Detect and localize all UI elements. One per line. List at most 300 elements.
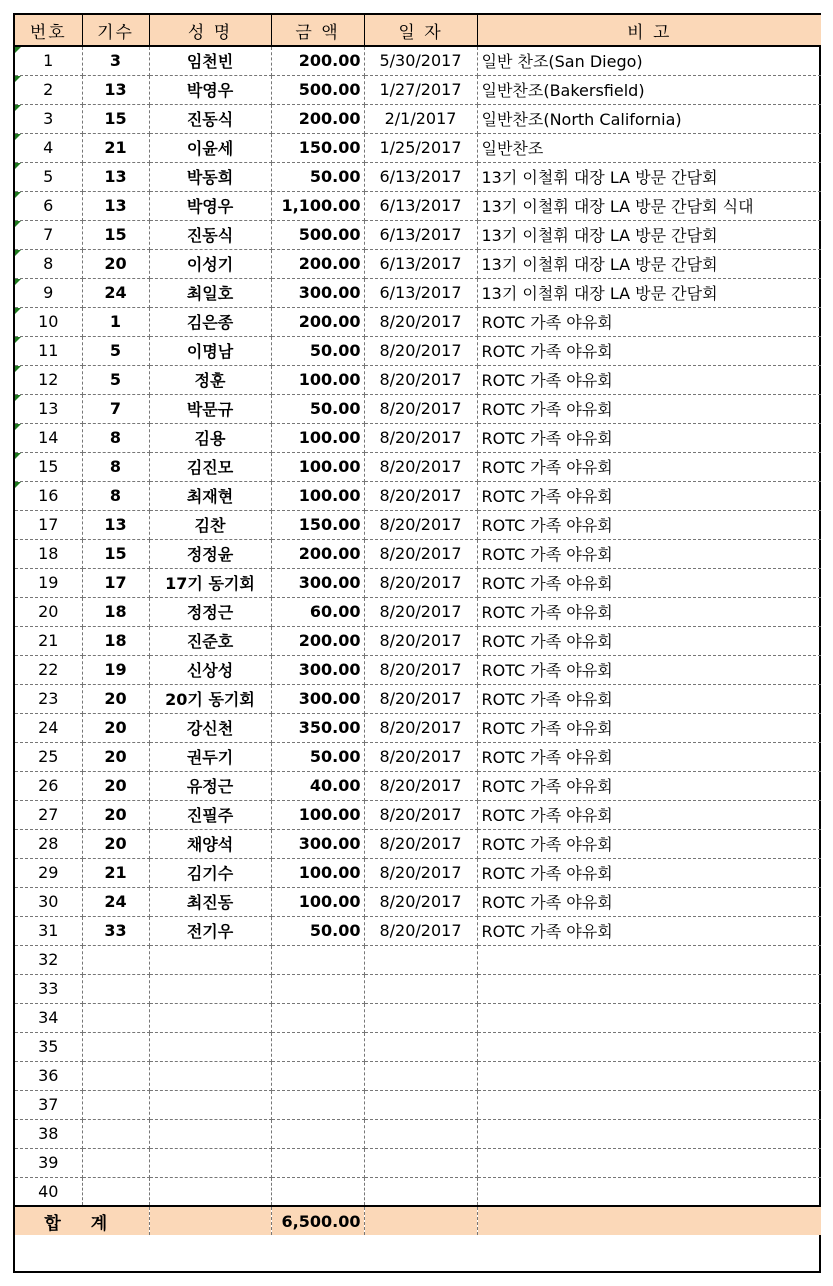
cell-name[interactable]	[149, 336, 271, 365]
cell-note-text: ROTC 가족 야유회	[481, 574, 613, 593]
cell-date[interactable]	[364, 1003, 477, 1032]
cell-amount[interactable]	[271, 1032, 364, 1061]
header-generation[interactable]: 기수	[82, 15, 149, 46]
cell-amount[interactable]	[271, 365, 364, 394]
cell-amount[interactable]	[271, 945, 364, 974]
cell-generation[interactable]	[82, 626, 149, 655]
cell-date[interactable]	[364, 452, 477, 481]
cell-generation[interactable]	[82, 423, 149, 452]
cell-note[interactable]	[477, 1119, 821, 1148]
cell-no[interactable]	[15, 655, 82, 684]
cell-no[interactable]	[15, 858, 82, 887]
cell-amount[interactable]	[271, 452, 364, 481]
cell-generation-text: 13	[104, 196, 127, 215]
cell-no[interactable]	[15, 626, 82, 655]
cell-date[interactable]	[364, 220, 477, 249]
cell-note[interactable]	[477, 539, 821, 568]
cell-name[interactable]	[149, 133, 271, 162]
cell-generation[interactable]	[82, 1119, 149, 1148]
cell-name[interactable]	[149, 626, 271, 655]
cell-generation[interactable]	[82, 1177, 149, 1206]
cell-note[interactable]	[477, 568, 821, 597]
cell-no[interactable]	[15, 597, 82, 626]
cell-no[interactable]	[15, 945, 82, 974]
cell-name[interactable]	[149, 278, 271, 307]
cell-no[interactable]	[15, 1119, 82, 1148]
cell-date[interactable]	[364, 742, 477, 771]
cell-generation-text: 15	[104, 225, 127, 244]
cell-no[interactable]	[15, 452, 82, 481]
cell-no-text: 34	[38, 1008, 59, 1027]
cell-generation[interactable]	[82, 974, 149, 1003]
cell-amount[interactable]	[271, 510, 364, 539]
header-amount[interactable]: 금 액	[271, 15, 364, 46]
cell-name-text: 전기우	[186, 922, 234, 941]
cell-name[interactable]	[149, 858, 271, 887]
cell-generation[interactable]	[82, 191, 149, 220]
cell-amount[interactable]	[271, 1177, 364, 1206]
cell-name[interactable]	[149, 162, 271, 191]
cell-amount[interactable]	[271, 916, 364, 945]
cell-note-text: ROTC 가족 야유회	[481, 632, 613, 651]
cell-name[interactable]	[149, 945, 271, 974]
cell-generation[interactable]	[82, 916, 149, 945]
cell-amount[interactable]	[271, 46, 364, 75]
cell-date[interactable]	[364, 568, 477, 597]
table-row	[15, 336, 821, 365]
cell-note[interactable]	[477, 887, 821, 916]
cell-generation[interactable]	[82, 713, 149, 742]
cell-date[interactable]	[364, 278, 477, 307]
cell-note[interactable]	[477, 220, 821, 249]
cell-generation[interactable]	[82, 307, 149, 336]
cell-no[interactable]	[15, 713, 82, 742]
cell-name[interactable]	[149, 365, 271, 394]
cell-note[interactable]	[477, 974, 821, 1003]
cell-amount-text: 50.00	[309, 399, 361, 418]
cell-comment-marker-icon	[15, 250, 21, 256]
cell-generation[interactable]	[82, 452, 149, 481]
cell-amount[interactable]	[271, 481, 364, 510]
cell-no[interactable]	[15, 278, 82, 307]
cell-note[interactable]	[477, 1061, 821, 1090]
cell-amount[interactable]	[271, 539, 364, 568]
cell-no-text: 5	[43, 167, 54, 186]
cell-note[interactable]	[477, 162, 821, 191]
cell-name[interactable]	[149, 394, 271, 423]
cell-generation[interactable]	[82, 278, 149, 307]
cell-generation[interactable]	[82, 162, 149, 191]
header-name[interactable]: 성 명	[149, 15, 271, 46]
cell-amount[interactable]	[271, 974, 364, 1003]
cell-generation[interactable]	[82, 394, 149, 423]
cell-generation[interactable]	[82, 539, 149, 568]
cell-note[interactable]	[477, 394, 821, 423]
cell-date-text: 8/20/2017	[379, 370, 462, 389]
cell-no-text: 19	[38, 573, 59, 592]
cell-name[interactable]	[149, 568, 271, 597]
cell-date[interactable]	[364, 829, 477, 858]
cell-name[interactable]	[149, 1177, 271, 1206]
cell-amount-text: 150.00	[298, 515, 361, 534]
cell-generation[interactable]	[82, 365, 149, 394]
cell-date[interactable]	[364, 365, 477, 394]
cell-amount[interactable]	[271, 1090, 364, 1119]
cell-generation[interactable]	[82, 655, 149, 684]
cell-date[interactable]	[364, 539, 477, 568]
cell-amount[interactable]	[271, 887, 364, 916]
cell-name[interactable]	[149, 307, 271, 336]
cell-date[interactable]	[364, 104, 477, 133]
cell-date[interactable]	[364, 510, 477, 539]
cell-generation[interactable]	[82, 1032, 149, 1061]
cell-date[interactable]	[364, 771, 477, 800]
cell-name[interactable]	[149, 75, 271, 104]
cell-name-text: 권두기	[186, 748, 234, 767]
cell-date[interactable]	[364, 307, 477, 336]
cell-name[interactable]	[149, 249, 271, 278]
cell-date[interactable]	[364, 394, 477, 423]
cell-name[interactable]	[149, 771, 271, 800]
cell-note[interactable]	[477, 336, 821, 365]
cell-note[interactable]	[477, 249, 821, 278]
cell-generation[interactable]	[82, 133, 149, 162]
cell-name[interactable]	[149, 1061, 271, 1090]
cell-no[interactable]	[15, 684, 82, 713]
cell-amount[interactable]	[271, 597, 364, 626]
cell-name[interactable]	[149, 829, 271, 858]
cell-amount[interactable]	[271, 655, 364, 684]
cell-date[interactable]	[364, 713, 477, 742]
cell-generation-text: 18	[104, 602, 127, 621]
cell-no[interactable]	[15, 510, 82, 539]
cell-name-text: 박영우	[186, 81, 234, 100]
cell-generation[interactable]	[82, 336, 149, 365]
cell-no[interactable]	[15, 539, 82, 568]
cell-date[interactable]	[364, 1148, 477, 1177]
cell-generation[interactable]	[82, 800, 149, 829]
cell-amount[interactable]	[271, 771, 364, 800]
cell-generation[interactable]	[82, 510, 149, 539]
cell-note[interactable]	[477, 684, 821, 713]
cell-no[interactable]	[15, 336, 82, 365]
cell-note[interactable]	[477, 133, 821, 162]
cell-no-text: 14	[38, 428, 59, 447]
cell-note[interactable]	[477, 1148, 821, 1177]
cell-amount[interactable]	[271, 742, 364, 771]
cell-amount-text: 200.00	[298, 631, 361, 650]
cell-date[interactable]	[364, 858, 477, 887]
cell-generation[interactable]	[82, 481, 149, 510]
cell-amount[interactable]	[271, 133, 364, 162]
cell-date[interactable]	[364, 75, 477, 104]
cell-name[interactable]	[149, 191, 271, 220]
cell-note[interactable]	[477, 75, 821, 104]
cell-name[interactable]	[149, 1032, 271, 1061]
table-row	[15, 945, 821, 974]
cell-date-text: 8/20/2017	[379, 660, 462, 679]
cell-no[interactable]	[15, 1003, 82, 1032]
cell-note[interactable]	[477, 104, 821, 133]
cell-name[interactable]	[149, 539, 271, 568]
cell-date[interactable]	[364, 655, 477, 684]
cell-note[interactable]	[477, 713, 821, 742]
cell-amount[interactable]	[271, 1119, 364, 1148]
cell-no[interactable]	[15, 394, 82, 423]
total-row	[15, 1206, 821, 1235]
cell-date-text: 2/1/2017	[384, 109, 457, 128]
cell-note[interactable]	[477, 191, 821, 220]
cell-generation[interactable]	[82, 597, 149, 626]
cell-generation[interactable]	[82, 46, 149, 75]
cell-note[interactable]	[477, 800, 821, 829]
cell-amount-text: 100.00	[298, 486, 361, 505]
cell-name[interactable]	[149, 1148, 271, 1177]
cell-no[interactable]	[15, 771, 82, 800]
cell-amount[interactable]	[271, 1003, 364, 1032]
cell-date[interactable]	[364, 684, 477, 713]
cell-note[interactable]	[477, 742, 821, 771]
cell-amount[interactable]	[271, 220, 364, 249]
cell-no[interactable]	[15, 1032, 82, 1061]
cell-amount[interactable]	[271, 568, 364, 597]
cell-no-text: 17	[38, 515, 59, 534]
cell-date[interactable]	[364, 1032, 477, 1061]
cell-name[interactable]	[149, 481, 271, 510]
cell-name[interactable]	[149, 800, 271, 829]
cell-amount[interactable]	[271, 307, 364, 336]
cell-note[interactable]	[477, 597, 821, 626]
cell-no[interactable]	[15, 1177, 82, 1206]
cell-no[interactable]	[15, 568, 82, 597]
cell-generation[interactable]	[82, 220, 149, 249]
cell-no[interactable]	[15, 191, 82, 220]
cell-date[interactable]	[364, 626, 477, 655]
cell-date[interactable]	[364, 1061, 477, 1090]
cell-generation[interactable]	[82, 1003, 149, 1032]
cell-no[interactable]	[15, 307, 82, 336]
cell-note[interactable]	[477, 771, 821, 800]
cell-name[interactable]	[149, 104, 271, 133]
cell-date-text: 6/13/2017	[379, 196, 462, 215]
cell-amount[interactable]	[271, 278, 364, 307]
cell-name[interactable]	[149, 597, 271, 626]
cell-generation[interactable]	[82, 829, 149, 858]
cell-no-text: 15	[38, 457, 59, 476]
total-empty-cell[interactable]	[477, 1206, 821, 1235]
total-empty-cell[interactable]	[149, 1206, 271, 1235]
total-label[interactable]: 합 계	[15, 1206, 149, 1235]
cell-generation-text: 20	[104, 776, 127, 795]
cell-amount[interactable]	[271, 104, 364, 133]
cell-generation[interactable]	[82, 945, 149, 974]
cell-name[interactable]	[149, 684, 271, 713]
cell-note[interactable]	[477, 510, 821, 539]
cell-no[interactable]	[15, 365, 82, 394]
cell-comment-marker-icon	[15, 47, 21, 53]
cell-no[interactable]	[15, 104, 82, 133]
cell-no[interactable]	[15, 249, 82, 278]
cell-no[interactable]	[15, 220, 82, 249]
cell-date[interactable]	[364, 1090, 477, 1119]
cell-date-text: 1/27/2017	[379, 80, 462, 99]
cell-note[interactable]	[477, 626, 821, 655]
cell-name[interactable]	[149, 1090, 271, 1119]
cell-no[interactable]	[15, 800, 82, 829]
cell-no[interactable]	[15, 133, 82, 162]
cell-date[interactable]	[364, 162, 477, 191]
cell-date[interactable]	[364, 916, 477, 945]
cell-amount[interactable]	[271, 1061, 364, 1090]
cell-note[interactable]	[477, 423, 821, 452]
cell-name[interactable]	[149, 1119, 271, 1148]
cell-date[interactable]	[364, 423, 477, 452]
cell-amount-text: 350.00	[298, 718, 361, 737]
cell-no[interactable]	[15, 46, 82, 75]
cell-note[interactable]	[477, 1003, 821, 1032]
cell-amount[interactable]	[271, 394, 364, 423]
cell-date[interactable]	[364, 1119, 477, 1148]
cell-date[interactable]	[364, 887, 477, 916]
cell-amount[interactable]	[271, 713, 364, 742]
cell-note[interactable]	[477, 452, 821, 481]
cell-no[interactable]	[15, 481, 82, 510]
cell-date[interactable]	[364, 1177, 477, 1206]
cell-note[interactable]	[477, 1032, 821, 1061]
header-date[interactable]: 일 자	[364, 15, 477, 46]
header-note[interactable]: 비 고	[477, 15, 821, 46]
cell-amount-text: 100.00	[298, 892, 361, 911]
total-amount[interactable]: 6,500.00	[271, 1206, 364, 1235]
cell-no[interactable]	[15, 742, 82, 771]
cell-name[interactable]	[149, 887, 271, 916]
cell-date[interactable]	[364, 191, 477, 220]
cell-no[interactable]	[15, 162, 82, 191]
cell-no[interactable]	[15, 75, 82, 104]
cell-name[interactable]	[149, 510, 271, 539]
cell-note[interactable]	[477, 829, 821, 858]
cell-generation[interactable]	[82, 771, 149, 800]
cell-no[interactable]	[15, 887, 82, 916]
cell-note[interactable]	[477, 916, 821, 945]
cell-no-text: 2	[43, 80, 54, 99]
cell-amount[interactable]	[271, 829, 364, 858]
cell-name[interactable]	[149, 742, 271, 771]
cell-date[interactable]	[364, 597, 477, 626]
cell-note[interactable]	[477, 307, 821, 336]
cell-date[interactable]	[364, 46, 477, 75]
header-no[interactable]: 번호	[15, 15, 82, 46]
cell-amount[interactable]	[271, 423, 364, 452]
cell-no[interactable]	[15, 829, 82, 858]
total-empty-cell[interactable]	[364, 1206, 477, 1235]
cell-amount[interactable]	[271, 336, 364, 365]
cell-name[interactable]	[149, 916, 271, 945]
cell-name[interactable]	[149, 46, 271, 75]
cell-name[interactable]	[149, 423, 271, 452]
cell-date[interactable]	[364, 974, 477, 1003]
cell-generation[interactable]	[82, 249, 149, 278]
cell-date[interactable]	[364, 133, 477, 162]
cell-amount[interactable]	[271, 75, 364, 104]
cell-name[interactable]	[149, 655, 271, 684]
cell-note[interactable]	[477, 46, 821, 75]
cell-amount[interactable]	[271, 162, 364, 191]
cell-amount[interactable]	[271, 249, 364, 278]
cell-note[interactable]	[477, 1177, 821, 1206]
cell-name-text: 진준호	[186, 632, 234, 651]
cell-generation[interactable]	[82, 1148, 149, 1177]
table-row	[15, 1119, 821, 1148]
cell-generation[interactable]	[82, 742, 149, 771]
cell-note[interactable]	[477, 365, 821, 394]
cell-name[interactable]	[149, 713, 271, 742]
cell-note[interactable]	[477, 945, 821, 974]
cell-no[interactable]	[15, 423, 82, 452]
cell-note-text: 일반찬조(Bakersfield)	[481, 81, 645, 100]
cell-no[interactable]	[15, 916, 82, 945]
cell-no[interactable]	[15, 1061, 82, 1090]
cell-note[interactable]	[477, 278, 821, 307]
cell-amount[interactable]	[271, 626, 364, 655]
cell-note-text: ROTC 가족 야유회	[481, 487, 613, 506]
cell-generation-text: 7	[109, 399, 122, 418]
cell-date[interactable]	[364, 800, 477, 829]
cell-no[interactable]	[15, 974, 82, 1003]
cell-name[interactable]	[149, 452, 271, 481]
cell-no[interactable]	[15, 1148, 82, 1177]
cell-note-text: ROTC 가족 야유회	[481, 545, 613, 564]
cell-generation[interactable]	[82, 104, 149, 133]
cell-note[interactable]	[477, 1090, 821, 1119]
cell-generation-text: 21	[104, 138, 127, 157]
cell-name[interactable]	[149, 220, 271, 249]
cell-amount[interactable]	[271, 684, 364, 713]
cell-amount-text: 500.00	[298, 225, 361, 244]
cell-generation[interactable]	[82, 568, 149, 597]
cell-amount[interactable]	[271, 191, 364, 220]
cell-note[interactable]	[477, 858, 821, 887]
cell-date[interactable]	[364, 249, 477, 278]
cell-generation[interactable]	[82, 858, 149, 887]
cell-date-text: 8/20/2017	[379, 544, 462, 563]
cell-generation[interactable]	[82, 75, 149, 104]
cell-date[interactable]	[364, 481, 477, 510]
cell-date[interactable]	[364, 945, 477, 974]
cell-amount[interactable]	[271, 858, 364, 887]
cell-no-text: 30	[38, 892, 59, 911]
cell-generation[interactable]	[82, 1090, 149, 1119]
cell-generation[interactable]	[82, 887, 149, 916]
cell-no[interactable]	[15, 1090, 82, 1119]
cell-note[interactable]	[477, 655, 821, 684]
cell-name-text: 17기 동기회	[165, 574, 255, 593]
cell-name[interactable]	[149, 974, 271, 1003]
cell-date-text: 8/20/2017	[379, 689, 462, 708]
cell-amount[interactable]	[271, 1148, 364, 1177]
table-row	[15, 452, 821, 481]
table-row	[15, 887, 821, 916]
cell-date[interactable]	[364, 336, 477, 365]
cell-generation-text: 8	[109, 428, 122, 447]
cell-generation[interactable]	[82, 684, 149, 713]
cell-note[interactable]	[477, 481, 821, 510]
cell-amount[interactable]	[271, 800, 364, 829]
cell-generation[interactable]	[82, 1061, 149, 1090]
table-row	[15, 974, 821, 1003]
cell-no-text: 10	[38, 312, 59, 331]
cell-name[interactable]	[149, 1003, 271, 1032]
